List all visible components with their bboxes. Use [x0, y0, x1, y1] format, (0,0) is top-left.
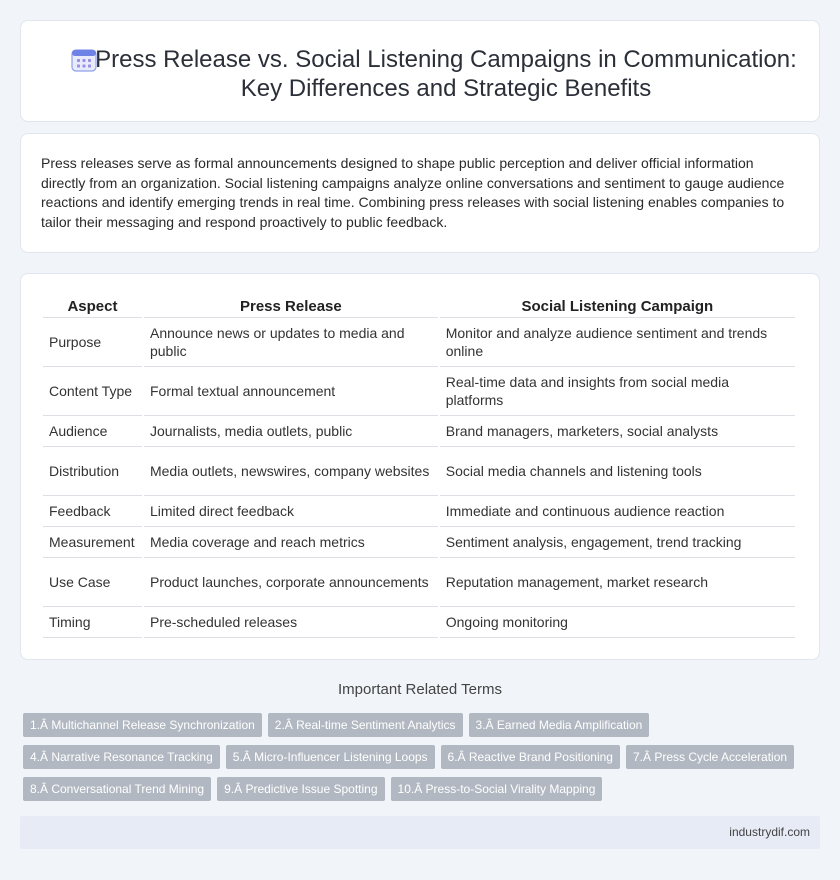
row-aspect: Distribution: [43, 447, 142, 496]
table-row: [43, 496, 795, 527]
row-social-listening: Real-time data and insights from social media platforms: [440, 367, 795, 416]
row-press-release: Media coverage and reach metrics: [144, 527, 438, 558]
header-aspect: Aspect: [43, 292, 142, 318]
row-aspect: Feedback: [43, 496, 142, 527]
table-header-row: [43, 292, 795, 318]
comparison-card: [20, 273, 820, 660]
related-term-tag[interactable]: 2.Â Real-time Sentiment Analytics: [268, 713, 463, 737]
table-row: [43, 318, 795, 367]
row-aspect: Use Case: [43, 558, 142, 607]
table-row: [43, 416, 795, 447]
row-social-listening: Reputation management, market research: [440, 558, 795, 607]
row-aspect: Measurement: [43, 527, 142, 558]
related-terms-heading: Important Related Terms: [338, 681, 502, 698]
related-term-tag[interactable]: 9.Â Predictive Issue Spotting: [217, 777, 384, 801]
row-social-listening: Sentiment analysis, engagement, trend tracking: [440, 527, 795, 558]
table-row: [43, 447, 795, 496]
row-aspect: Content Type: [43, 367, 142, 416]
row-social-listening: Immediate and continuous audience reaction: [440, 496, 795, 527]
related-term-tag[interactable]: 10.Â Press-to-Social Virality Mapping: [391, 777, 603, 801]
related-term-tag[interactable]: 4.Â Narrative Resonance Tracking: [23, 745, 220, 769]
row-press-release: Limited direct feedback: [144, 496, 438, 527]
intro-paragraph: Press releases serve as formal announcements designed to shape public perception and deliver official information directly from an organization. Social listening campaigns analyze online conversations and sentiment to gauge audience reactions and identify emerging trends in real time. Combining press releases with social listening enables companies to tailor their messaging and respond proactively to public feedback.: [41, 155, 785, 230]
row-aspect: Audience: [43, 416, 142, 447]
comparison-table: [41, 292, 797, 638]
table-row: [43, 527, 795, 558]
related-term-tag[interactable]: 7.Â Press Cycle Acceleration: [626, 745, 794, 769]
related-term-tag[interactable]: 3.Â Earned Media Amplification: [469, 713, 650, 737]
tag-row: [23, 745, 813, 769]
row-press-release: Product launches, corporate announcements: [144, 558, 438, 607]
row-press-release: Formal textual announcement: [144, 367, 438, 416]
table-row: [43, 558, 795, 607]
row-aspect: Timing: [43, 607, 142, 638]
related-term-tag[interactable]: 1.Â Multichannel Release Synchronization: [23, 713, 262, 737]
related-term-tag[interactable]: 5.Â Micro-Influencer Listening Loops: [226, 745, 435, 769]
row-press-release: Pre-scheduled releases: [144, 607, 438, 638]
related-term-tag[interactable]: 6.Â Reactive Brand Positioning: [441, 745, 620, 769]
footer-bar: [20, 816, 820, 849]
footer-site-link[interactable]: industrydif.com: [729, 825, 810, 839]
row-press-release: Media outlets, newswires, company websites: [144, 447, 438, 496]
related-term-tag[interactable]: 8.Â Conversational Trend Mining: [23, 777, 211, 801]
row-press-release: Journalists, media outlets, public: [144, 416, 438, 447]
table-row: [43, 367, 795, 416]
row-aspect: Purpose: [43, 318, 142, 367]
title-card: [20, 20, 820, 122]
header-social-listening: Social Listening Campaign: [440, 292, 795, 318]
table-row: [43, 607, 795, 638]
header-press-release: Press Release: [144, 292, 438, 318]
related-terms-list: [23, 713, 813, 809]
page-title: Press Release vs. Social Listening Campaigns in Communication: Key Differences and Strategic Benefits: [95, 46, 797, 102]
row-social-listening: Brand managers, marketers, social analysts: [440, 416, 795, 447]
intro-card: [20, 133, 820, 253]
tag-row: [23, 713, 813, 737]
row-social-listening: Social media channels and listening tools: [440, 447, 795, 496]
tag-row: [23, 777, 813, 801]
row-social-listening: Monitor and analyze audience sentiment and trends online: [440, 318, 795, 367]
row-press-release: Announce news or updates to media and public: [144, 318, 438, 367]
row-social-listening: Ongoing monitoring: [440, 607, 795, 638]
